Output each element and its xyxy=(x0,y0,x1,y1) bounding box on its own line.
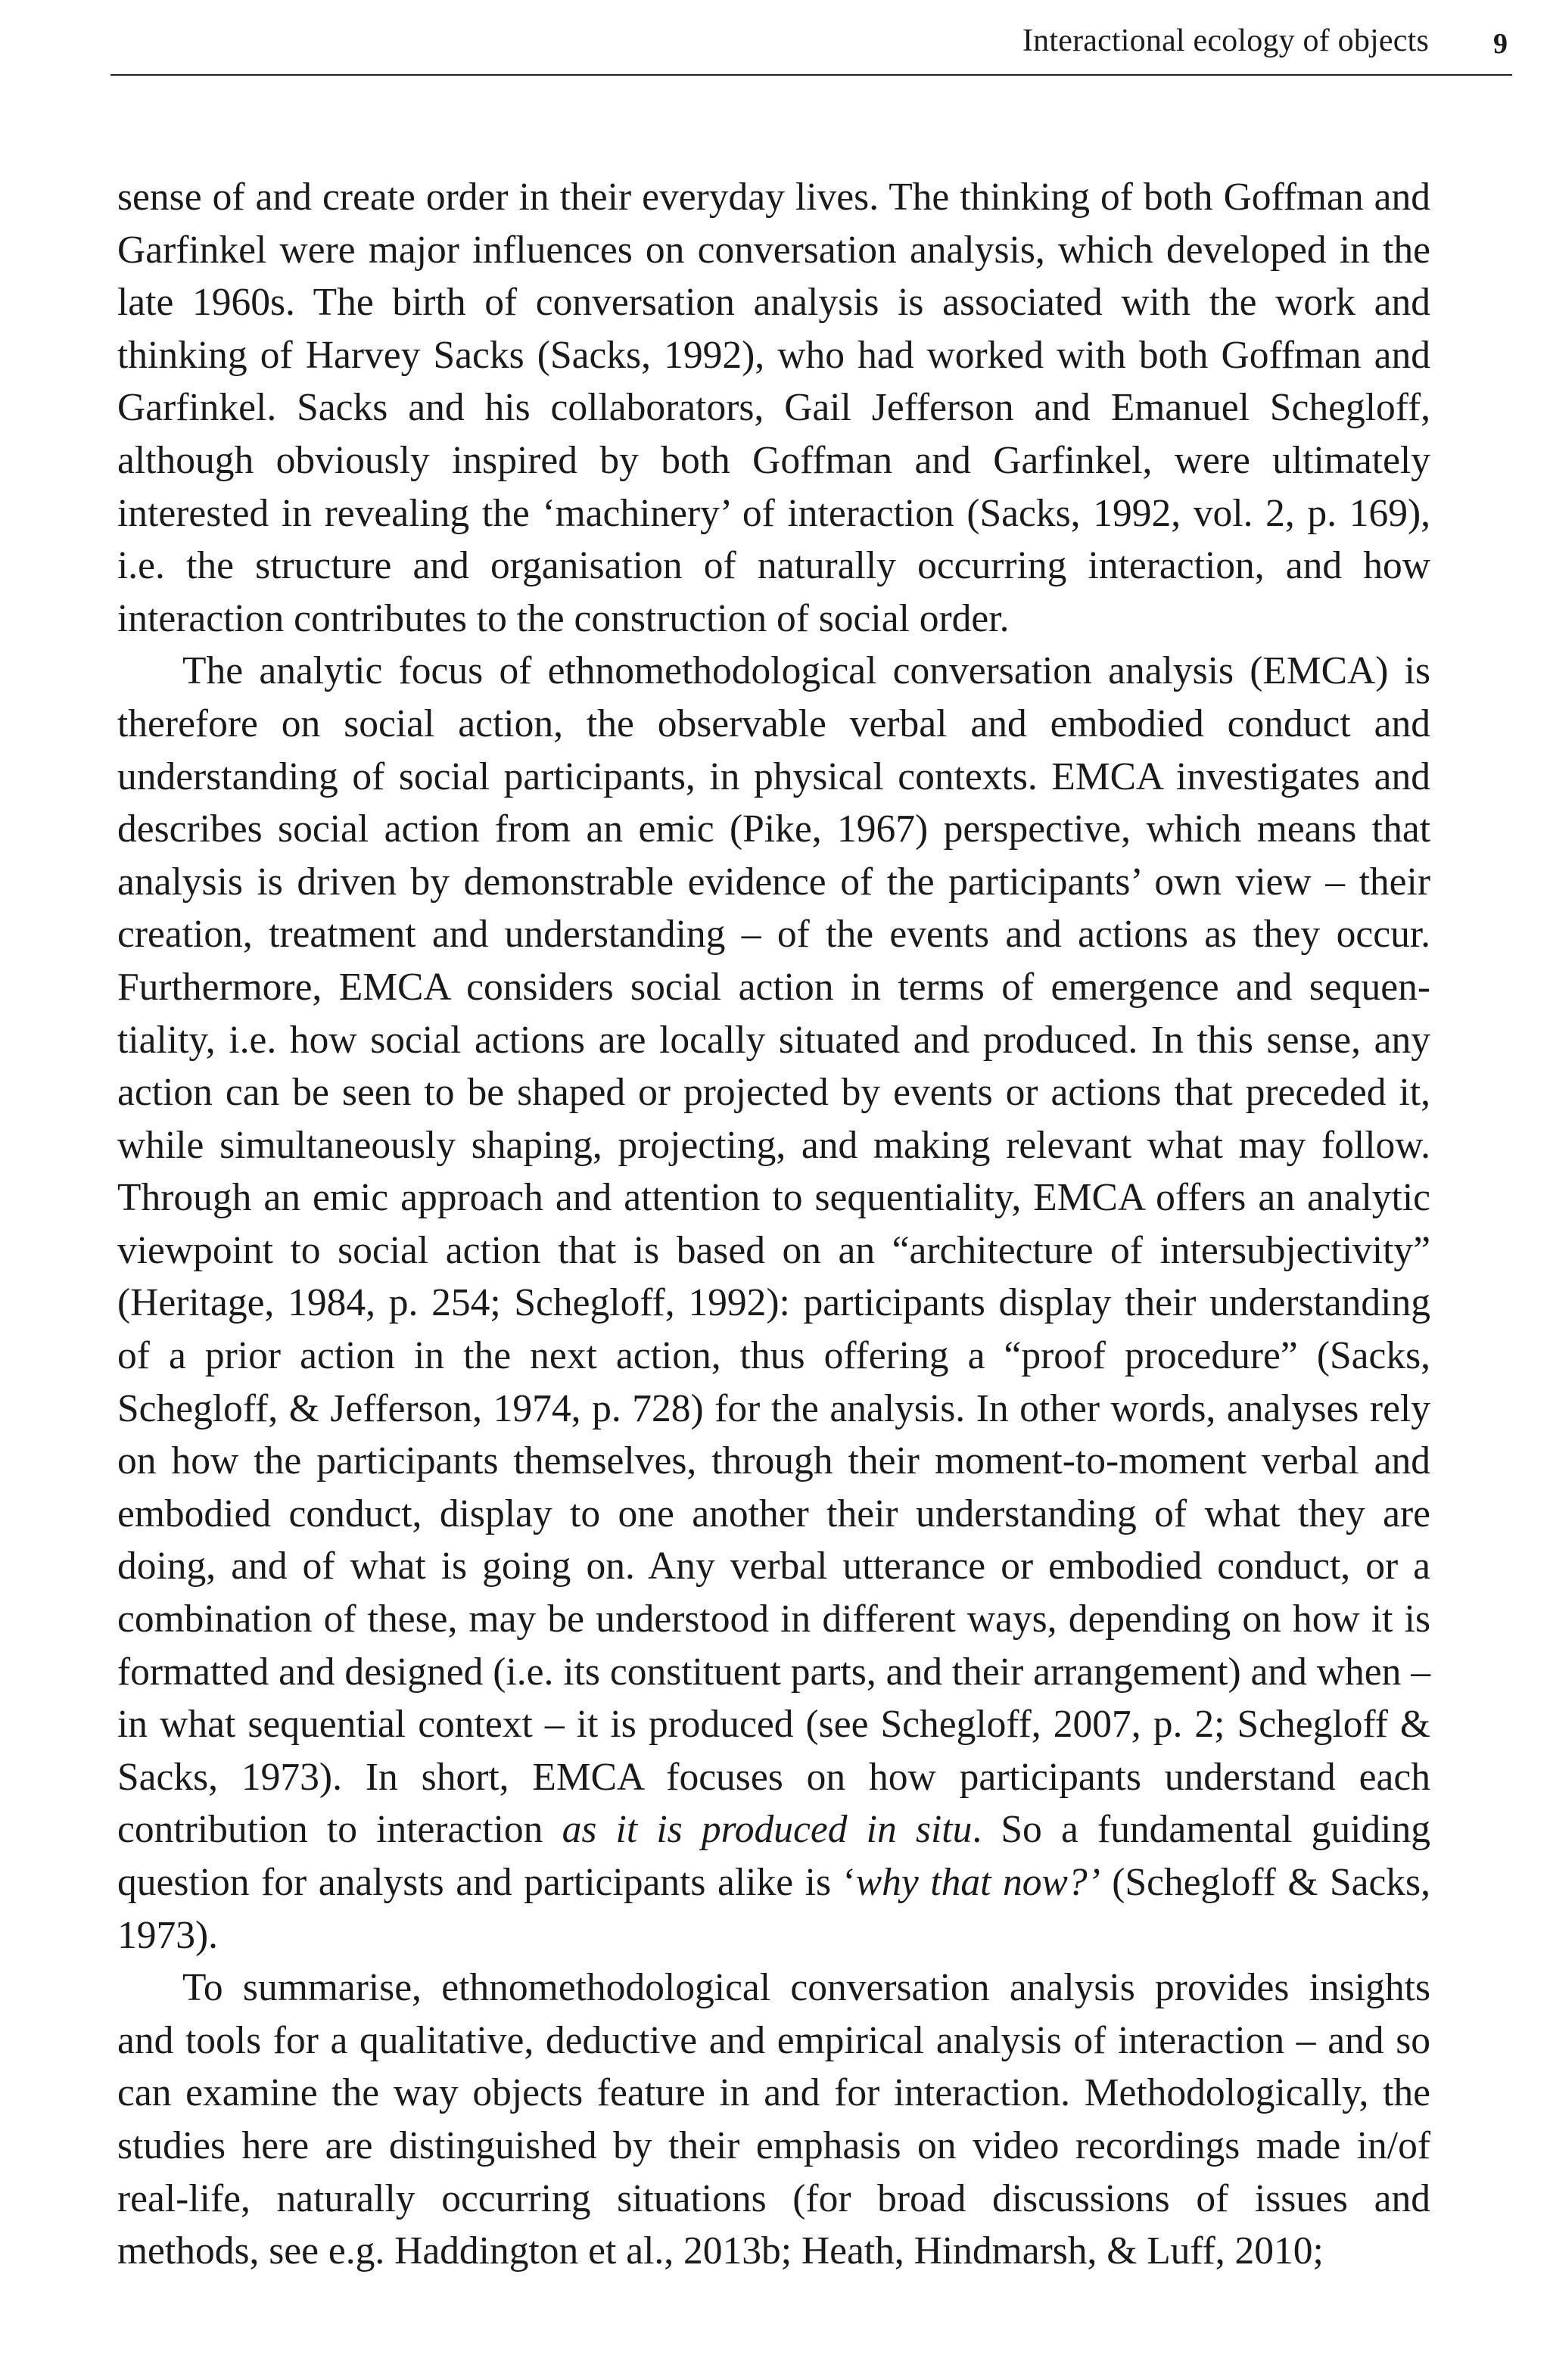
paragraph-2-part-2: . So a fundamental guiding question for analysts and participants alike is ‘ xyxy=(117,1808,1430,1904)
paragraph-3: To summarise, ethnomethodological conversation analysis provides insights and tools for a qualitative, deductive and empirical analysis of interaction – and so can examine the way objects feature in and for interaction. Methodologically, the studies here are distinguished by their emphasis on video recordings made in/of real-life, naturally occurring situations (for broad discussions of issues and methods, see e.g. Haddington et al., 2013b; Heath, Hindmarsh, & Luff, 2010; xyxy=(117,1966,1430,2273)
paragraph-2-part-1: The analytic focus of ethnomethodological conversation analysis (EMCA) is therefore on social action, the observable verbal and embodied conduct and understanding of social participants, in physical contexts. EMCA investigates and describes social action from an emic (Pike, 1967) perspective, which means that analysis is driven by demonstrable evidence of the participants’ own view – their creation, treatment and understanding – of the events and actions as they occur. Furthermore, EMCA considers social action in terms of emergence and sequentiality, i.e. how social actions are locally situated and produced. In this sense, any action can be seen to be shaped or projected by events or actions that preceded it, while simultaneously shaping, projecting, and making relevant what may follow. Through an emic approach and attention to sequentiality, EMCA offers an analytic viewpoint to social action that is based on an “architecture of intersubjectivity” (Heritage, 1984, p. 254; Schegloff, 1992): participants display their understanding of a prior action in the next action, thus offering a “proof procedure” (Sacks, Schegloff, & Jefferson, 1974, p. 728) for the analysis. In other words, analyses rely on how the participants themselves, through their moment-to-moment verbal and embodied conduct, display to one another their understanding of what they are doing, and of what is going on. Any verbal utterance or embodied conduct, or a combination of these, may be understood in different ways, depending on how it is formatted and designed (i.e. its constituent parts, and their arrangement) and when – in what sequential context – it is produced (see Schegloff, 2007, p. 2; Schegloff & Sacks, 1973). In short, EMCA focuses on how participants understand each contribution to interaction xyxy=(117,649,1430,1852)
paragraph-2-italic-1: as it is produced in situ xyxy=(562,1808,973,1852)
page-number: 9 xyxy=(1493,28,1508,60)
running-head xyxy=(110,17,1512,76)
paragraph-2-italic-2: why that now?’ xyxy=(855,1861,1100,1904)
running-title: Interactional ecology of objects xyxy=(1022,23,1429,58)
paragraph-2 xyxy=(117,645,1430,1962)
paragraph-1: sense of and create order in their everyday lives. The thinking of both Goffman and Garfinkel were major influences on conversation analysis, which developed in the late 1960s. The birth of conversation analysis is associated with the work and thinking of Harvey Sacks (Sacks, 1992), who had worked with both Goffman and Garfinkel. Sacks and his collaborators, Gail Jefferson and Emanuel Schegloff, although obviously inspired by both Goffman and Garfinkel, were ultimately interested in revealing the ‘machinery’ of interaction (Sacks, 1992, vol. 2, p. 169), i.e. the structure and organisation of naturally occurring interaction, and how interaction contributes to the construction of social order. xyxy=(117,176,1430,640)
body-text xyxy=(117,171,1430,2278)
paragraph-2-part-3: (Schegloff & Sacks, 1973). xyxy=(117,1861,1430,1957)
